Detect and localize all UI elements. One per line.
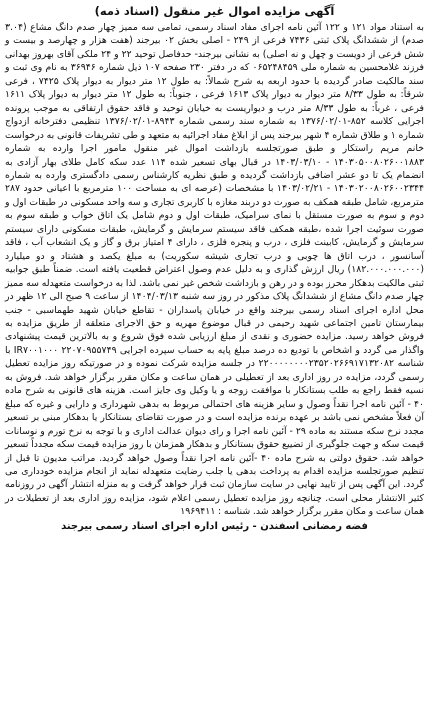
notice-body [5,21,424,519]
auction-notice [5,3,424,703]
notice-body-text: به استناد مواد ۱۲۱ و ۱۲۲ آئین نامه اجرای مفاد اسناد رسمی، تمامی سه ممیز چهار صدم دانگ مشاع (۳.۰۴ صدم) از ششدانگ پلاک ثبتی ۷۴۳۶ فرعی از ۲۴۹ - اصلی بخش ۰۲ بیرجند (هفت هزار و چهارصد و بیست و شش فرعی از دویست و چهل و نه اصلی) به نشانی بیرجند- حدفاصل توحید ۲۲ و ۲۴ ملکی آقای بهروز بهدانی فرزند غلامحسین به شماره ملی ۰۶۵۲۴۸۴۵۹ که در دفتر ۲۳۰ صفحه ۱۰۷ ذیل شماره ۳۶۹۴۶ به نام وی ثبت و سند مالکیت صادر گردیده با حدود اربعه به شرح شمالاً: به طول ۱۲ متر دیوار به دیوار پلاک ۷۴۲۵ ، فرعی شرقاً: به طول ۸/۳۳ متر دیوار به دیوار پلاک ۱۶۱۳ فرعی ، جنوباً: به طول ۱۲ متر دیوار به دیوار پلاک ۱۶۱۱ فرعی ، غرباً: به طول ۸/۳۳ متر درب و دیواریست به خیابان توحید و فاقد حقوق ارتفاقی به موجب پرونده اجرایی کلاسه ۸۵۲-۱۳۷۶/۰۲/۰۱ به شماره سند رسمی شماره ۸۹۴۳-۱۳۷۶/۰۲/۰۱ تنظیمی دفترخانه ازدواج شماره ۱ و طلاق شماره ۴ شهر بیرجند پس از ابلاغ مفاد اجرائیه به متعهد و طی تشریفات قانونی به درخواست خانم مریم راستکار و طبق صورتجلسه بازداشت اموال غیر منقول مامور اجرا وارده به شماره ۱۴۰۳۰۵۰۰۸۰۲۶۰۰۱۸۸۳ - ۱۴۰۳/۰۳/۱۰ در قبال بهای تسعیر شده ۱۱۴ عدد سکه کامل طلای بهار آزادی به انضمام یک تا دو عشر اضافی بازداشت گردیده و طبق نظریه کارشناس رسمی دادگستری وارده به شماره ۱۴۰۳۰۲۰۰۸۰۲۶۰۰۲۳۴۴ - ۱۴۰۳/۰۲/۲۱ با مشخصات (عرصه ای به مساحت ۱۰۰ مترمربع با اعیانی حدود ۲۸۷ مترمربع، شامل طبقه همکف به صورت دو دربند مغازه با کاربری تجاری و سه واحد مسکونی در طبقات اول و دوم و سوم به صورت مستقل با نمای سرامیک، طبقات اول و دوم شامل یک اتاق خواب و طبقه سوم به صورت سوئیت اجرا شده ،طبقه همکف فاقد سیستم سرمایش و گرمایش، طبقات مسکونی دارای سیستم سرمایش و گرمایش، کابینت فلزی ، درب و پنجره فلزی ، دارای ۴ امتیاز برق و گاز و یک انشعاب آب ، فاقد آسانسور ، درب اتاق ها چوبی و درب تجاری شیشه سکوریت) به مبلغ یکصد و هشتاد و دو میلیارد (۱۸۲.۰۰۰.۰۰۰.۰۰۰) ریال ارزش گذاری و به دلیل عدم وصول اعتراض قطعیت یافته است. ضمناً طبق جوابیه ثبتی مالکیت بدهکار محرز بوده و در رهن و بازداشت شخص غیر نمی باشد. لذا به درخواست متعهدله سه ممیز چهار صدم دانگ مشاع از ششدانگ پلاک مذکور در روز سه شنبه ۱۴۰۴/۰۳/۱۳ از ساعت ۹ صبح الی ۱۲ ظهر در محل اداره اجرای اسناد رسمی بیرجند واقع در خیابان پاسداران - تقاطع خیابان شهید طهماسبی - جنب بیمارستان تامین اجتماعی شهید رحیمی در قبال موضوع مهریه و حق الاجرای متعلقه از طریق مزایده به فروش خواهد رسید. مزایده حضوری و نقدی از مبلغ ارزیابی شده فوق شروع و به بالاترین قیمت پیشنهادی واگذار می گردد و اشخاص با تودیع ده درصد مبلغ پایه به حساب سپرده اجرایی ۲۲۰۷۰۹۵۵۷۴۹ IR۷۰۰۱۰۰۰ با شناسه ۲۲۰۰۰۰۰۰۰۰۲۳۵۲۰۲۶۶۹۱۷۱۳۲۰۸۲ در جلسه مزایده شرکت نموده و در صورتیکه روز مزایده تعطیل رسمی گردد، مزایده در روز اداری بعد از تعطیلی در همان ساعت و مکان مقرر برگزار خواهد شد. فروش به نسیه فقط راجع به طلب بستانکار با موافقت زوجه و یا وکیل وی جایز است. هزینه های قانونی به شرح ماده ۴۰ - آئین نامه اجرا نقداً وصول و سایر هزینه های احتمالی مربوط به بدهی شهرداری و دارایی و غیره که مبلغ آن فعلاً مشخص نمی باشد بر عهده برنده مزایده است و در صورت تقاضای بستانکار یا بدهکار مبنی بر تسعیر مجدد نرخ سکه مستند به ماده ۲۹ - آئین نامه اجرا و رای دیوان عدالت اداری و با توجه به نرخ تورم و نوسانات قیمت سکه و جهت جلوگیری از تضییع حقوق بستانکار و بدهکار همزمان با روز مزایده قیمت سکه مجدداً تسعیر خواهد شد. حقوق دولتی به شرح ماده ۴۰ -آئین نامه اجرا نقداً وصول خواهد گردید. مراتب مدیون تا قبل از تنظیم صورتجلسه مزایده اقدام به پرداخت بدهی یا جلب رضایت متعهدله نماید از انجام مزایده خودداری می گردد. این آگهی پس از تایید نهایی در سایت سازمان ثبت قرار خواهد گرفت و به منزله انتشار آگهی در روزنامه کثیر الانتشار محلی است. چنانچه روز مزایده تعطیل رسمی اعلام شود، مزایده روز اداری بعد از تعطیلات در همان ساعت و مکان مقرر برگزار خواهد شد. شناسه : ۱۹۶۹۴۱۱ [5,22,425,518]
notice-title: آگهی مزایده اموال غیر منقول (اسناد ذمه) [94,4,335,18]
notice-signature: فضه رمضانی اسفندن - رئیس اداره اجرای اسناد رسمی بیرجند [61,520,368,532]
